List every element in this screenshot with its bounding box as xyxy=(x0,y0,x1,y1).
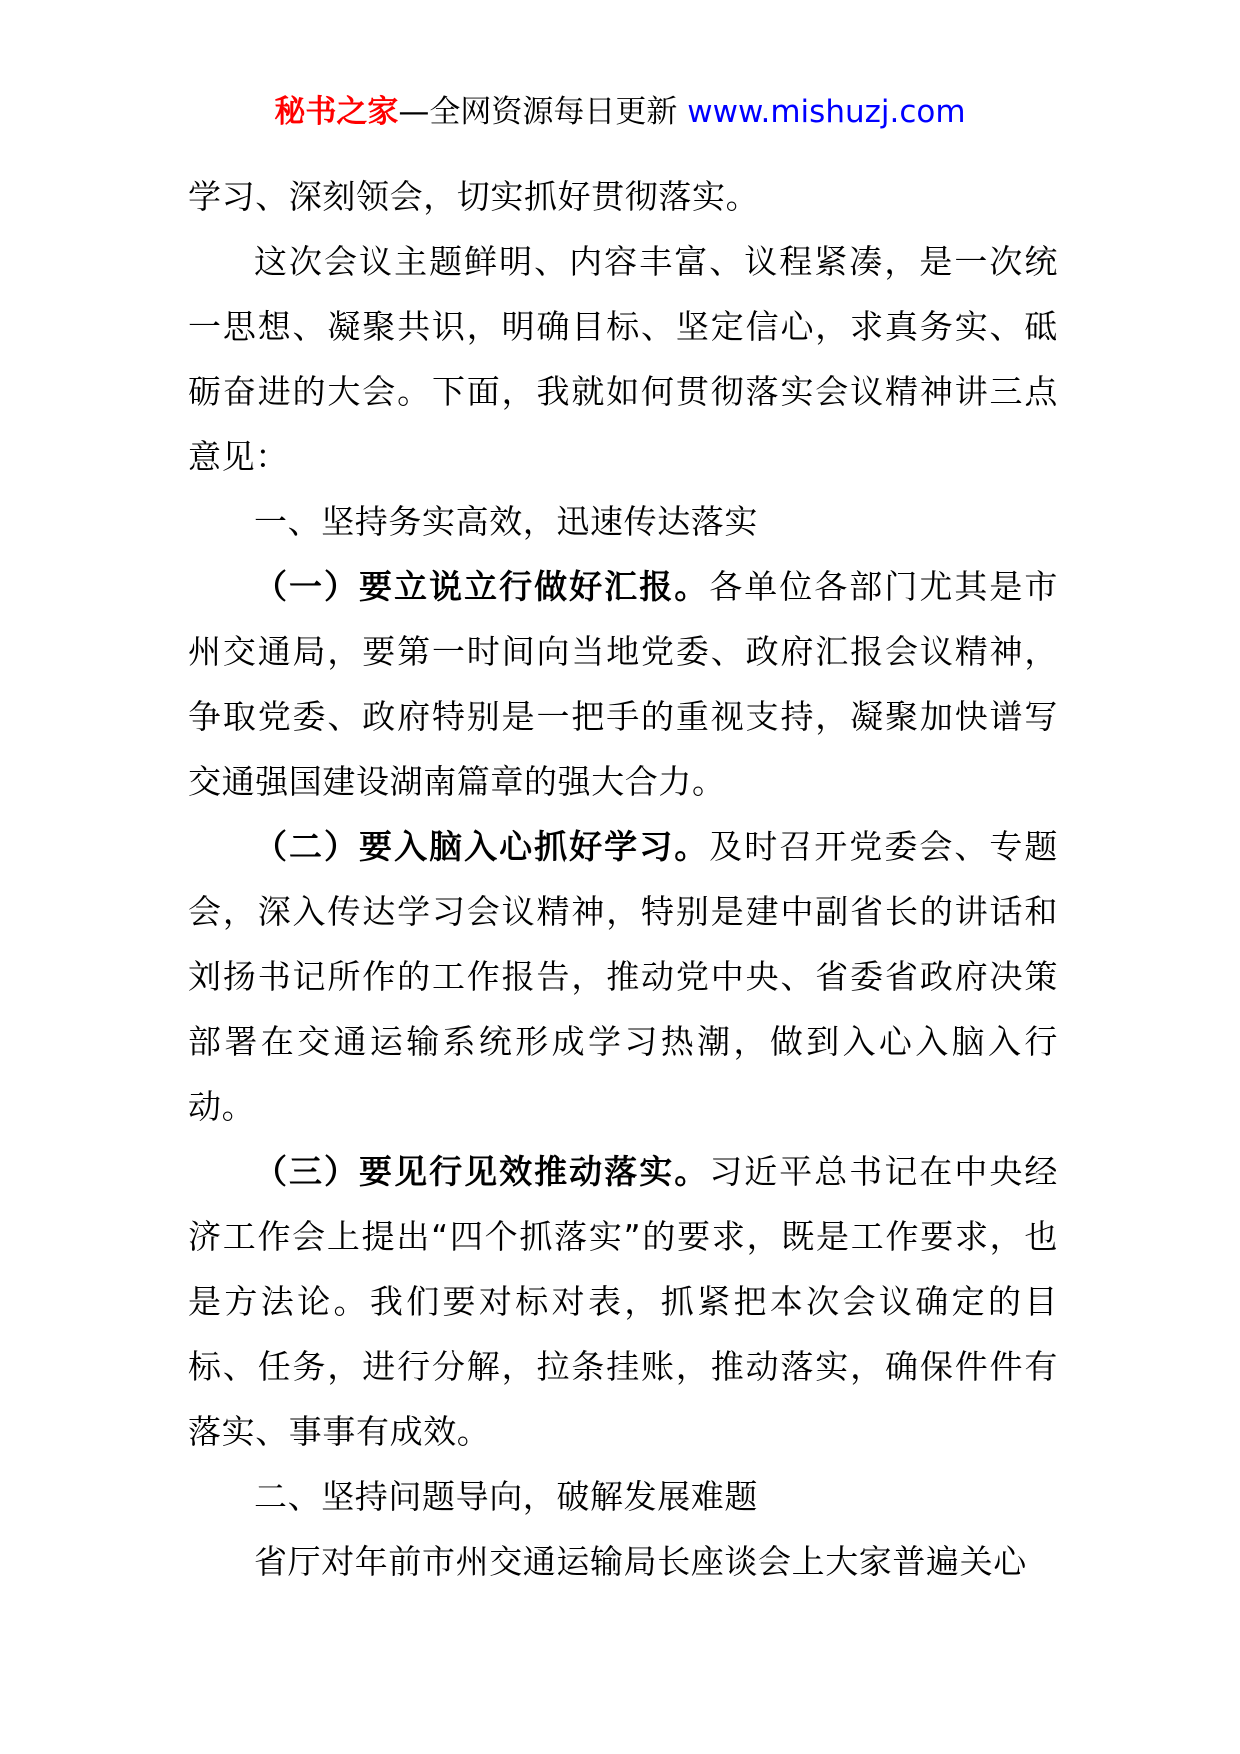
subsection-1-title: （一）要立说立行做好汇报。 xyxy=(254,567,710,606)
subsection-3 xyxy=(188,1139,1058,1464)
site-header xyxy=(0,92,1240,132)
document-body xyxy=(188,164,1058,1594)
subsection-2-title: （二）要入脑入心抓好学习。 xyxy=(254,827,710,866)
subsection-2 xyxy=(188,814,1058,1139)
section-heading-1: 一、坚持务实高效，迅速传达落实 xyxy=(254,502,758,541)
subsection-3-title: （三）要见行见效推动落实。 xyxy=(254,1152,710,1191)
subsection-2-text: 及时召开党委会、专题会，深入传达学习会议精神，特别是建中副省长的讲话和刘扬书记所作的工作报告，推动党中央、省委省政府决策部署在交通运输系统形成学习热潮，做到入心入脑入行动。 xyxy=(188,827,1058,1126)
section-heading-2: 二、坚持问题导向，破解发展难题 xyxy=(254,1477,758,1516)
subsection-1-text: 各单位各部门尤其是市州交通局，要第一时间向当地党委、政府汇报会议精神，争取党委、政府特别是一把手的重视支持，凝聚加快谱写交通强国建设湖南篇章的强大合力。 xyxy=(188,567,1058,801)
subsection-3-text: 习近平总书记在中央经济工作会上提出“四个抓落实”的要求，既是工作要求，也是方法论。我们要对标对表，抓紧把本次会议确定的目标、任务，进行分解，拉条挂账，推动落实，确保件件有落实、事事有成效。 xyxy=(188,1152,1058,1451)
site-url-link[interactable]: www.mishuzj.com xyxy=(687,94,966,130)
paragraph-continuation: 学习、深刻领会，切实抓好贯彻落实。 xyxy=(188,177,760,216)
site-brand: 秘书之家 xyxy=(274,94,399,130)
paragraph-intro: 这次会议主题鲜明、内容丰富、议程紧凑，是一次统一思想、凝聚共识，明确目标、坚定信心，求真务实、砥砺奋进的大会。下面，我就如何贯彻落实会议精神讲三点意见： xyxy=(188,242,1058,476)
site-slogan: —全网资源每日更新 xyxy=(398,94,678,130)
paragraph-last: 省厅对年前市州交通运输局长座谈会上大家普遍关心 xyxy=(254,1542,1027,1581)
subsection-1 xyxy=(188,554,1058,814)
